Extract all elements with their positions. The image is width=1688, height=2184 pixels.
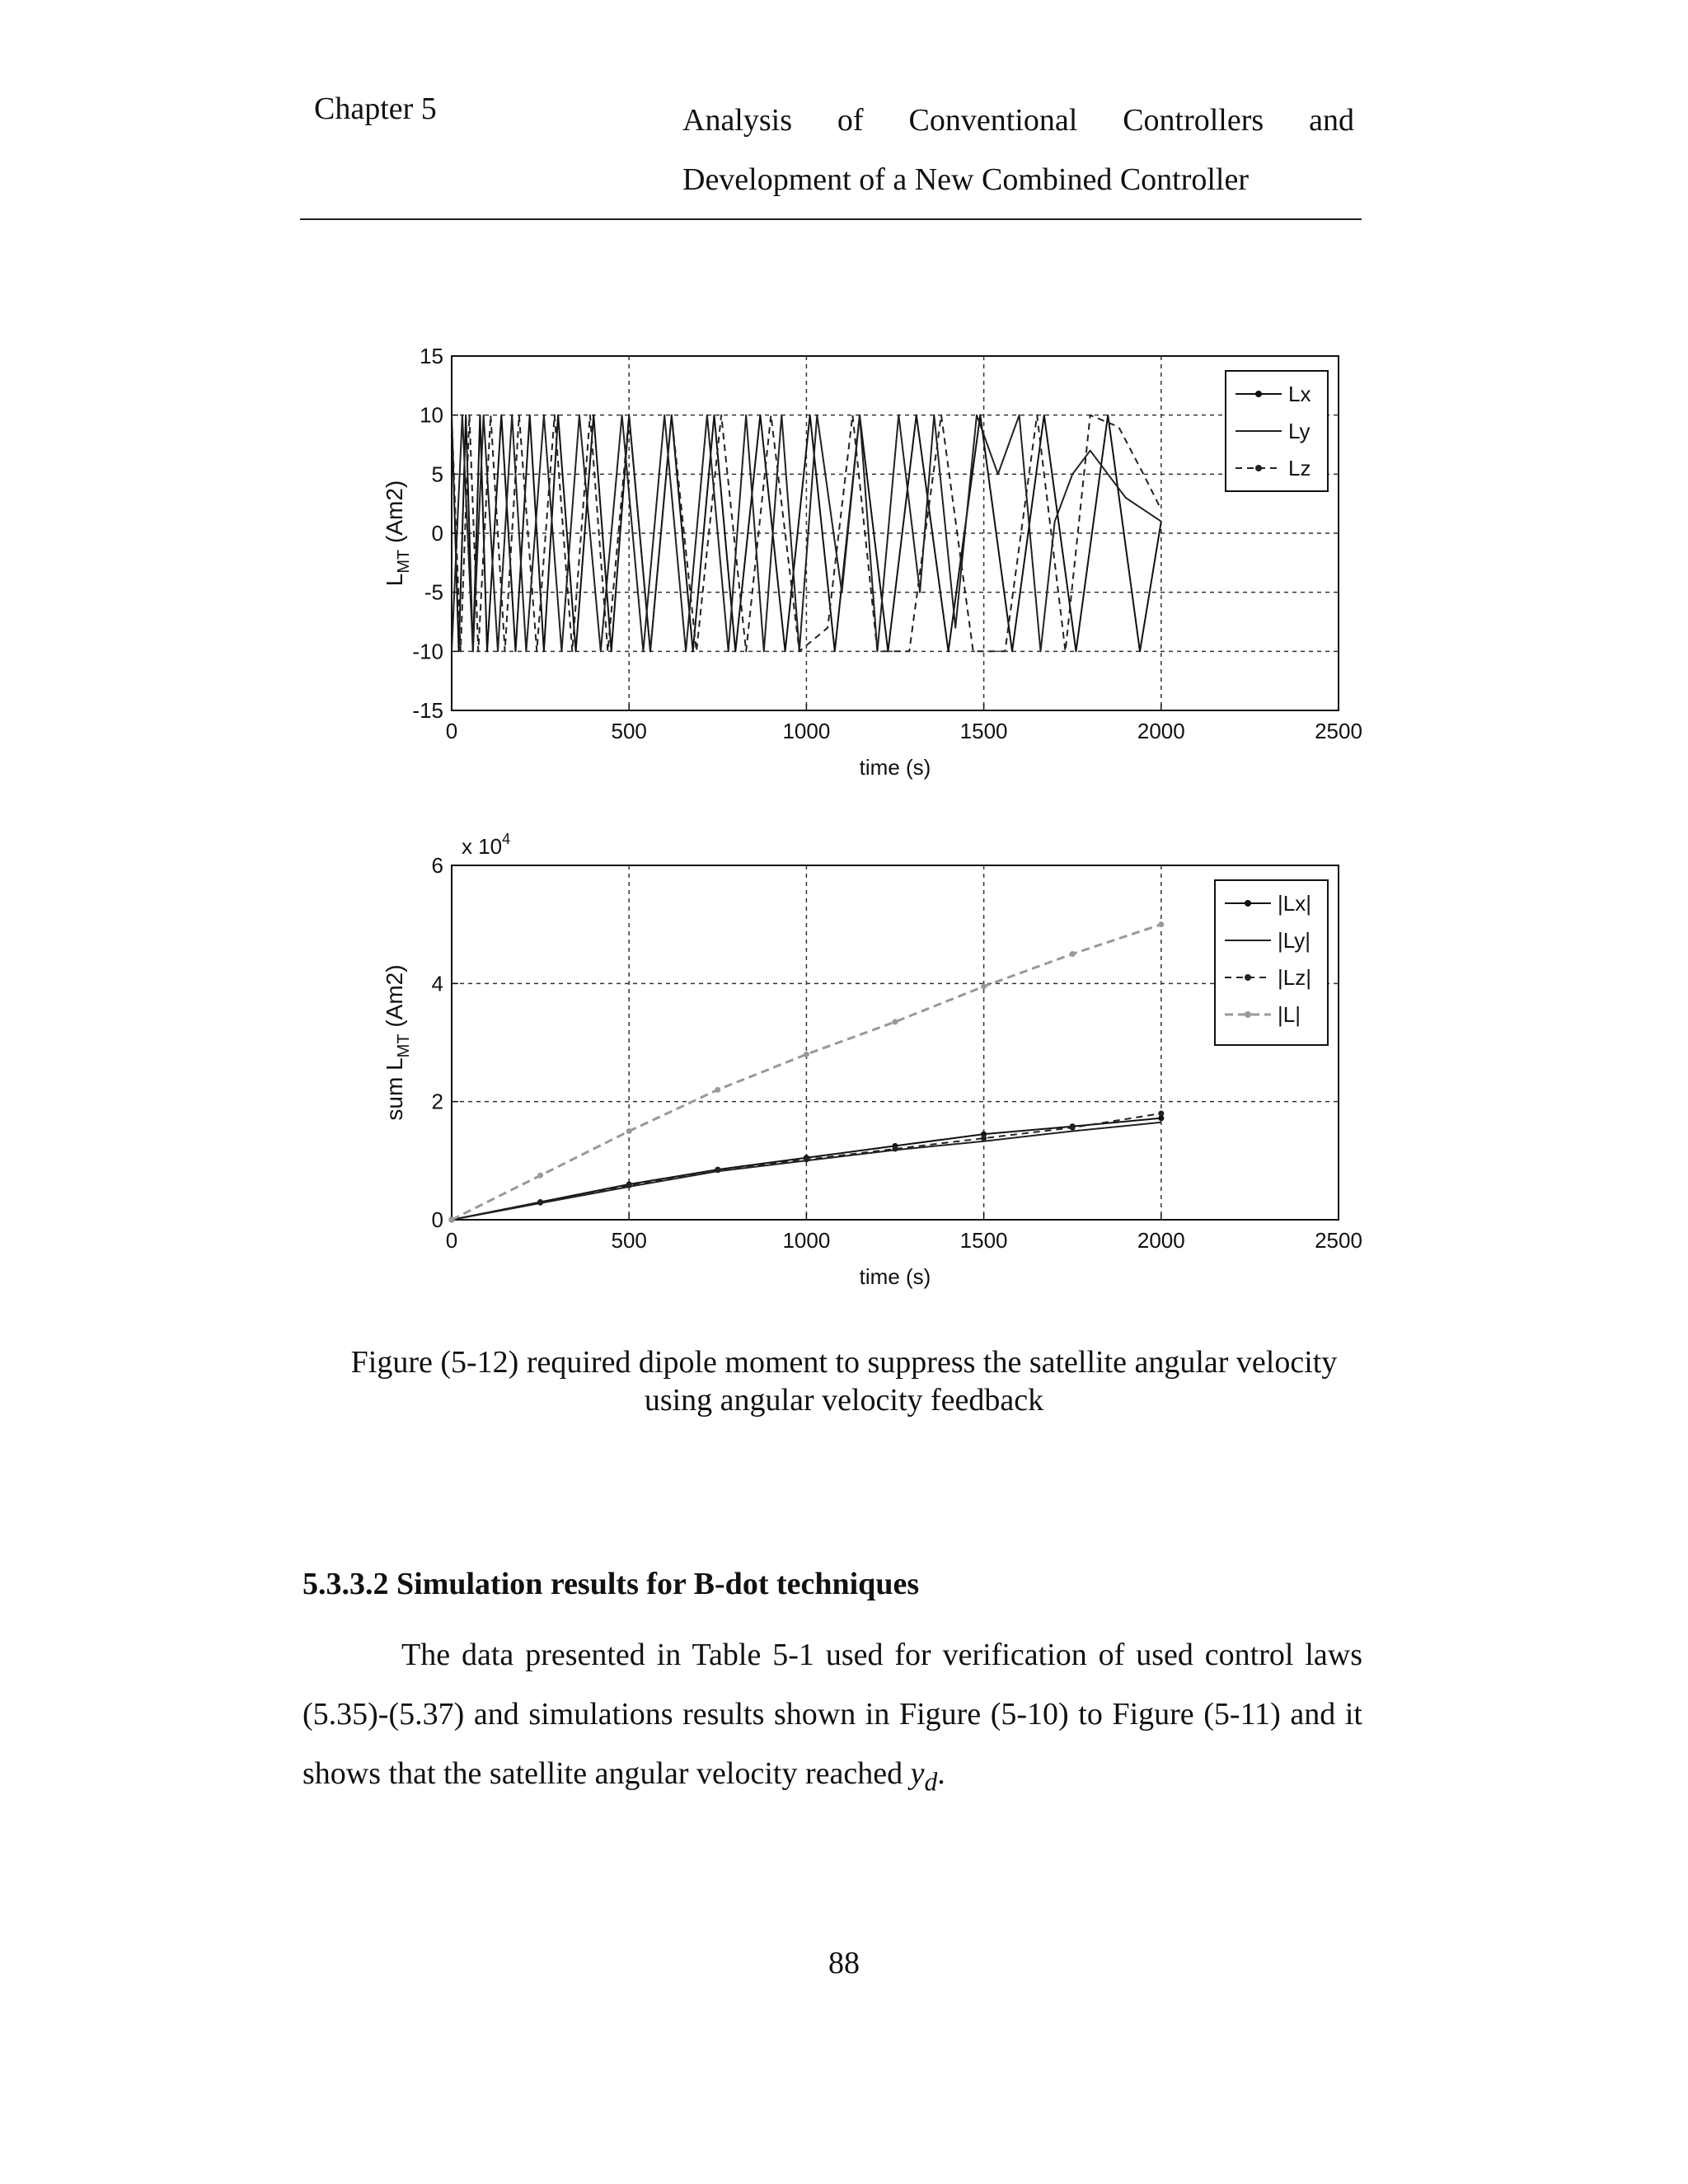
variable-sub: d — [924, 1767, 938, 1797]
data-point — [1158, 921, 1164, 927]
data-point — [1158, 1111, 1164, 1117]
x-tick-label: 0 — [445, 719, 458, 743]
plot-frame — [452, 865, 1339, 1220]
y-tick-label: 10 — [420, 402, 443, 428]
legend-label: |Lz| — [1278, 965, 1311, 990]
y-tick-label: -10 — [412, 639, 443, 664]
data-point — [715, 1087, 720, 1093]
data-point — [893, 1146, 898, 1152]
x-tick-label: 2500 — [1315, 1228, 1362, 1253]
legend-marker — [1255, 465, 1262, 471]
legend-marker — [1245, 974, 1251, 981]
y-scale-exponent: x $10^4$ — [462, 831, 511, 859]
chapter-label: Chapter 5 — [314, 91, 437, 126]
x-axis-label: time (s) — [859, 1264, 931, 1289]
x-tick-label: 2000 — [1137, 1228, 1185, 1253]
x-tick-label: 1500 — [959, 1228, 1008, 1253]
x-tick-label: 0 — [445, 1228, 458, 1253]
data-point — [804, 1052, 809, 1057]
data-point — [715, 1167, 720, 1173]
x-tick-label: 1000 — [782, 719, 831, 743]
data-point — [626, 1128, 632, 1134]
y-axis-label: $L_{MT}$ (Am2) — [382, 480, 413, 587]
legend-label: |Ly| — [1278, 928, 1311, 953]
chapter-title-line2: Development of a New Combined Controller — [682, 162, 1250, 197]
y-tick-label: 2 — [431, 1089, 443, 1114]
data-point — [537, 1200, 543, 1206]
y-tick-label: 5 — [431, 462, 443, 487]
y-tick-label: 15 — [420, 344, 443, 368]
caption-line2: using angular velocity feedback — [644, 1383, 1044, 1418]
x-tick-label: 2000 — [1137, 719, 1185, 743]
y-tick-label: -5 — [424, 579, 443, 605]
data-point — [449, 1217, 455, 1223]
y-tick-label: 0 — [431, 521, 443, 546]
legend-marker — [1245, 900, 1251, 907]
data-point — [893, 1019, 898, 1024]
caption-line1: Figure (5-12) required dipole moment to suppress the satellite angular velocity — [350, 1345, 1338, 1380]
body-paragraph — [302, 1625, 1362, 1812]
legend-label: |Lx| — [1278, 891, 1311, 916]
legend-marker — [1245, 1011, 1251, 1018]
title-word: Controllers — [1123, 103, 1264, 138]
variable-yd — [910, 1756, 938, 1797]
x-tick-label: 1500 — [959, 719, 1008, 743]
title-word: Conventional — [908, 103, 1078, 138]
title-word: of — [837, 103, 864, 138]
y-tick-label: -15 — [412, 698, 443, 723]
data-point — [1070, 951, 1076, 957]
y-tick-label: 0 — [431, 1207, 443, 1232]
data-point — [981, 983, 987, 989]
title-word: Analysis — [682, 103, 792, 138]
variable-main: y — [910, 1756, 925, 1791]
paragraph-text: The data presented in Table 5-1 used for verification of used control laws (5.35)-(5.37) and simulations results shown in Figure (5-10) to Figure (5-11) and it shows that the satellite angular velocity reached — [302, 1638, 1362, 1791]
x-tick-label: 2500 — [1315, 719, 1362, 743]
figure-caption — [247, 1343, 1441, 1419]
end-punct: . — [937, 1756, 945, 1791]
data-point — [1070, 1125, 1076, 1131]
page-number: 88 — [828, 1946, 860, 1980]
data-point — [626, 1183, 632, 1188]
x-tick-label: 500 — [611, 1228, 647, 1253]
y-axis-label: sum $L_{MT}$ (Am2) — [382, 964, 413, 1121]
section-heading: 5.3.3.2 Simulation results for B-dot techniques — [302, 1567, 920, 1601]
legend-label: Ly — [1288, 419, 1311, 443]
title-word: and — [1309, 103, 1354, 138]
y-tick-label: 6 — [431, 853, 443, 878]
legend-marker — [1255, 391, 1262, 397]
y-tick-label: 4 — [431, 971, 443, 996]
x-tick-label: 1000 — [782, 1228, 831, 1253]
x-tick-label: 500 — [611, 719, 647, 743]
data-point — [537, 1173, 543, 1179]
data-point — [981, 1136, 987, 1141]
data-point — [804, 1156, 809, 1162]
legend-label: Lz — [1288, 456, 1311, 480]
legend-label: |L| — [1278, 1002, 1301, 1027]
legend-label: Lx — [1288, 382, 1311, 406]
x-axis-label: time (s) — [859, 755, 931, 780]
